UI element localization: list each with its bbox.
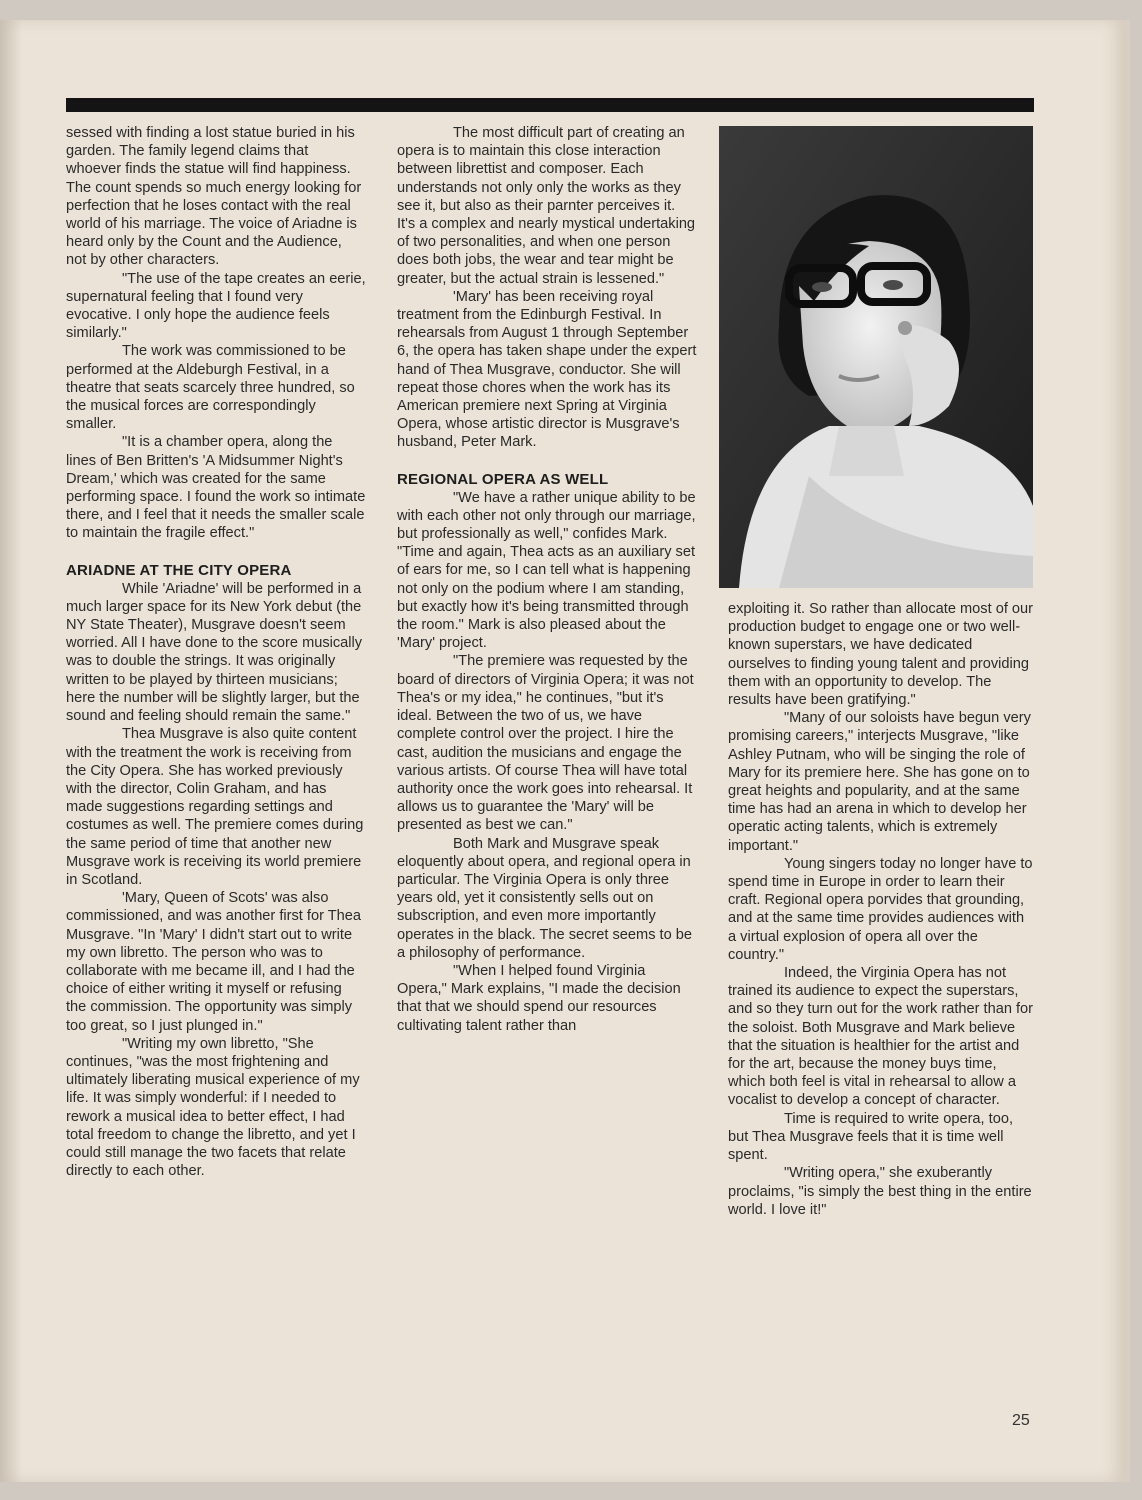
portrait-photo [719, 126, 1033, 588]
col3-paragraph: Time is required to write opera, too, but Thea Musgrave feels that it is time well spent. [728, 1110, 1014, 1164]
column-2 [397, 124, 697, 1035]
section-heading-regional: REGIONAL OPERA AS WELL [397, 470, 609, 488]
header-rule [66, 98, 1034, 112]
col2-paragraph: "When I helped found Virginia Opera," Mark explains, "I made the decision that that we should spend our resources cultivating talent rather than [397, 962, 681, 1034]
col1-paragraph: Thea Musgrave is also quite content with the treatment the work is receiving from the City Opera. She has worked previously with the director, Colin Graham, and has made suggestions regarding settings and costumes as well. The premiere comes during the same period of time that another new Musgrave work is receiving its world premiere in Scotland. [66, 726, 364, 888]
col1-paragraph: sessed with finding a lost statue buried in his garden. The family legend claims that whoever finds the statue will find happiness. The count spends so much energy looking for perfection that he loses contact with the real world of his marriage. The voice of Ariadne is heard only by the Count and the Audience, not by other characters. [66, 125, 362, 269]
col3-paragraph: exploiting it. So rather than allocate most of our production budget to engage one or two well-known superstars, we have dedicated ourselves to finding young talent and providing them with an opportunity to develop. The results have been gratifying." [728, 601, 1034, 709]
col3-paragraph: "Writing opera," she exuberantly proclaims, "is simply the best thing in the entire world. I love it!" [728, 1165, 1032, 1218]
column-1 [66, 124, 366, 1180]
col2-paragraph: Both Mark and Musgrave speak eloquently about opera, and regional opera in particular. The Virginia Opera is only three years old, yet it consistently sells out on subscription, and even more importantly operates in the black. The secret seems to be a philosophy of performance. [397, 835, 693, 961]
col3-paragraph: Indeed, the Virginia Opera has not trained its audience to expect the superstars, and so they turn out for the work rather than for the soloist. Both Musgrave and Mark believe that the situation is healthier for the artist and for the art, because the money buys time, which both feel is vital in rehearsal to allow a vocalist to develop a concept of character. [728, 965, 1034, 1109]
portrait-photo-drawing [719, 126, 1033, 588]
magazine-page [0, 20, 1130, 1482]
col3-paragraph: Young singers today no longer have to spend time in Europe in order to learn their craft. Regional opera porvides that grounding, and at the same time provides audiences with a virtual explosion of opera all over the country." [728, 855, 1033, 963]
col1-paragraph: "The use of the tape creates an eerie, supernatural feeling that I found very evocative. I only hope the audience feels similarly." [66, 270, 366, 342]
col2-paragraph: 'Mary' has been receiving royal treatment from the Edinburgh Festival. In rehearsals from August 1 through September 6, the opera has taken shape under the expert hand of Thea Musgrave, conductor. She will repeat those chores when the work has its American premiere next Spring at Virginia Opera, whose artistic director is Musgrave's husband, Peter Mark. [397, 288, 697, 451]
col2-paragraph: "We have a rather unique ability to be with each other not only through our marriage, but professionally as well," confides Mark. "Time and again, Thea acts as an auxiliary set of ears for me, so I can tell what is happening not only on the podium where I am standing, but exactly how it's being transmitted through the room." Mark is also pleased about the 'Mary' project. [397, 489, 696, 652]
page-number: 25 [1012, 1412, 1030, 1429]
section-heading-ariadne: ARIADNE AT THE CITY OPERA [66, 561, 292, 579]
col3-paragraph: "Many of our soloists have begun very promising careers," interjects Musgrave, "like Ashley Putnam, who will be singing the role of Mary for its premiere here. She has gone on to great heights and popularity, and at the same time has had an arena in which to develop her operatic acting talents, which is extremely important." [728, 710, 1031, 854]
page-spine-shadow [0, 20, 22, 1482]
column-3 [728, 600, 1033, 1219]
col2-paragraph: "The premiere was requested by the board of directors of Virginia Opera; it was not Thea's or my idea," he continues, "but it's ideal. Between the two of us, we have complete control over the project. I hire the cast, audition the musicians and engage the various artists. Of course Thea will have total authority once the work goes into rehearsal. It allows us to guarantee the 'Mary' will be presented as best we can." [397, 653, 694, 834]
col1-paragraph: While 'Ariadne' will be performed in a much larger space for its New York debut (the NY State Theater), Musgrave doesn't seem worried. All I have done to the score musically was to double the strings. It was originally written to be played by thirteen musicians; here the number will be slightly larger, but the sound and feeling should remain the same." [66, 580, 363, 725]
col1-paragraph: "Writing my own libretto, "She continues, "was the most frightening and ultimately liberating musical experience of my life. It was simply wonderful: if I needed to rework a musical idea to better effect, I had total freedom to change the libretto, and yet I could still manage the two facets that relate directly to each other. [66, 1035, 360, 1180]
col1-paragraph: The work was commissioned to be performed at the Aldeburgh Festival, in a theatre that seats scarcely three hundred, so the musical forces are correspondingly smaller. [66, 343, 355, 433]
col2-paragraph: The most difficult part of creating an opera is to maintain this close interaction between librettist and composer. Each understands not only only the works as they see it, but also as their parnter perceives it. It's a complex and nearly mystical undertaking of two personalities, and when one person does both jobs, the wear and tear might be greater, but the actual strain is lessened." [397, 125, 696, 287]
col1-paragraph: "It is a chamber opera, along the lines of Ben Britten's 'A Midsummer Night's Dream,' which was created for the same performing space. I found the work so intimate there, and I feel that it needs the smaller scale to maintain the fragile effect." [66, 434, 366, 542]
col1-paragraph: 'Mary, Queen of Scots' was also commissioned, and was another first for Thea Musgrave. "In 'Mary' I didn't start out to write my own libretto. The person who was to collaborate with me became ill, and I had the choice of either writing it myself or refusing the commission. The opportunity was simply too great, so I just plunged in." [66, 890, 361, 1034]
